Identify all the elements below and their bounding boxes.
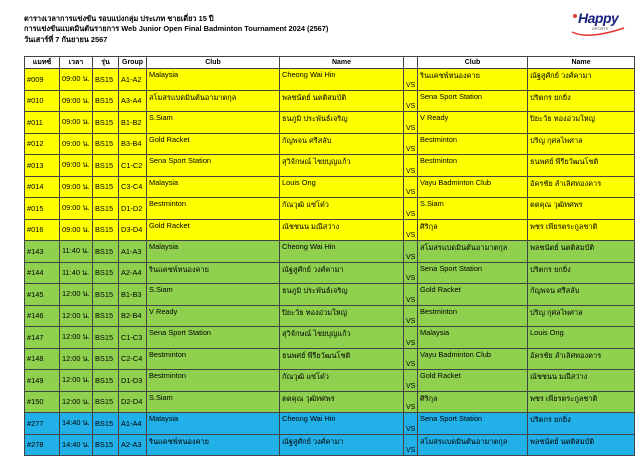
match-group-cell: D2-D4: [119, 391, 147, 413]
player-1-cell: กัญพจน ศรีสลับ: [280, 133, 404, 155]
club-2-cell: ศิริกุล: [418, 391, 528, 413]
match-class-cell: BS15: [93, 370, 119, 392]
match-class-cell: BS15: [93, 348, 119, 370]
vs-label-cell: VS: [404, 305, 418, 327]
player-2-cell: พชร เพียรตระกูลชาติ: [528, 391, 635, 413]
match-time-cell: 12:00 น.: [60, 327, 93, 349]
club-2-cell: รินแคชพ์หนองคาย: [418, 69, 528, 91]
match-time-cell: 09:00 น.: [60, 69, 93, 91]
player-2-cell: ปริตกร ยกยิ่ง: [528, 413, 635, 435]
match-schedule-table: [24, 56, 635, 456]
match-number-cell: #015: [25, 198, 60, 220]
player-1-cell: ตตคุณ วุฒิทศพร: [280, 391, 404, 413]
logo-subtext: SPORTS: [592, 26, 609, 31]
player-1-cell: ธนภูมิ ประพันธ์เจริญ: [280, 284, 404, 306]
club-1-cell: Malaysia: [147, 176, 280, 198]
player-1-cell: ธนภูมิ ประพันธ์เจริญ: [280, 112, 404, 134]
match-group-cell: C1-C2: [119, 155, 147, 177]
match-group-cell: B3-B4: [119, 133, 147, 155]
match-time-cell: 09:00 น.: [60, 155, 93, 177]
vs-label-cell: VS: [404, 413, 418, 435]
col-time-header: เวลา: [60, 57, 93, 69]
table-row: [25, 112, 635, 134]
player-1-cell: สุวิจักษณ์ ไชยบุญแก้ว: [280, 327, 404, 349]
club-2-cell: Vayu Badminton Club: [418, 176, 528, 198]
match-class-cell: BS15: [93, 155, 119, 177]
vs-label-cell: VS: [404, 155, 418, 177]
match-time-cell: 14:40 น.: [60, 413, 93, 435]
player-2-cell: ปริตกร ยกยิ่ง: [528, 262, 635, 284]
match-group-cell: C2-C4: [119, 348, 147, 370]
match-time-cell: 11:40 น.: [60, 241, 93, 263]
vs-label-cell: VS: [404, 176, 418, 198]
player-1-cell: ปิยะวัธ ทองอ่วมใหญ่: [280, 305, 404, 327]
table-row: [25, 327, 635, 349]
schedule-title: ตารางเวลาการแข่งขัน รอบแบ่งกลุ่ม ประเภท ชายเดี่ยว 15 ปี: [24, 14, 214, 23]
table-row: [25, 262, 635, 284]
match-number-cell: #150: [25, 391, 60, 413]
club-1-cell: S.Siam: [147, 391, 280, 413]
player-1-cell: ณัชชนน มณีสว่าง: [280, 219, 404, 241]
match-time-cell: 12:00 น.: [60, 305, 93, 327]
club-1-cell: Gold Racket: [147, 133, 280, 155]
vs-label-cell: VS: [404, 69, 418, 91]
player-2-cell: กัญพจน ศรีสลับ: [528, 284, 635, 306]
match-class-cell: BS15: [93, 262, 119, 284]
vs-label-cell: VS: [404, 198, 418, 220]
match-group-cell: A1-A2: [119, 69, 147, 91]
tournament-title: การแข่งขันแบดมินตันรายการ Web Junior Open Final Badminton Tournament 2024 (2567): [24, 24, 329, 34]
player-2-cell: ปริญ กุศลไพศาล: [528, 305, 635, 327]
match-number-cell: #011: [25, 112, 60, 134]
club-1-cell: รินแคชพ์หนองคาย: [147, 262, 280, 284]
match-group-cell: C1-C3: [119, 327, 147, 349]
match-time-cell: 09:00 น.: [60, 90, 93, 112]
match-group-cell: A2-A4: [119, 262, 147, 284]
vs-label-cell: VS: [404, 90, 418, 112]
match-number-cell: #147: [25, 327, 60, 349]
happy-sports-logo: [568, 10, 628, 40]
match-class-cell: BS15: [93, 305, 119, 327]
vs-label-cell: VS: [404, 391, 418, 413]
table-body: [25, 69, 635, 456]
player-1-cell: Cheong Wai Hin: [280, 241, 404, 263]
match-class-cell: BS15: [93, 284, 119, 306]
club-2-cell: Gold Racket: [418, 284, 528, 306]
vs-label-cell: VS: [404, 219, 418, 241]
player-1-cell: ณัฐสูศักย์ วงศ์คามา: [280, 262, 404, 284]
match-class-cell: BS15: [93, 69, 119, 91]
table-row: [25, 198, 635, 220]
table-row: [25, 69, 635, 91]
match-group-cell: D1-D2: [119, 198, 147, 220]
club-2-cell: Bestminton: [418, 155, 528, 177]
table-row: [25, 413, 635, 435]
match-group-cell: D1-D3: [119, 370, 147, 392]
vs-label-cell: VS: [404, 112, 418, 134]
match-class-cell: BS15: [93, 90, 119, 112]
club-1-cell: S.Siam: [147, 284, 280, 306]
player-1-cell: Cheong Wai Hin: [280, 69, 404, 91]
match-time-cell: 12:00 น.: [60, 348, 93, 370]
club-1-cell: Malaysia: [147, 241, 280, 263]
match-class-cell: BS15: [93, 112, 119, 134]
match-class-cell: BS15: [93, 391, 119, 413]
vs-label-cell: VS: [404, 434, 418, 456]
vs-label-cell: VS: [404, 262, 418, 284]
table-row: [25, 219, 635, 241]
club-1-cell: Bestminton: [147, 198, 280, 220]
match-group-cell: D3-D4: [119, 219, 147, 241]
match-group-cell: B1-B3: [119, 284, 147, 306]
club-2-cell: สโมสรแบดมินตันอามาตกุล: [418, 434, 528, 456]
schedule-date: วันเสาร์ที่ 7 กันยายน 2567: [24, 34, 108, 44]
match-number-cell: #012: [25, 133, 60, 155]
table-row: [25, 133, 635, 155]
match-number-cell: #278: [25, 434, 60, 456]
table-row: [25, 176, 635, 198]
table-row: [25, 434, 635, 456]
col-class-header: รุ่น: [93, 57, 119, 69]
match-group-cell: B1-B2: [119, 112, 147, 134]
player-1-cell: Cheong Wai Hin: [280, 413, 404, 435]
club-1-cell: Sena Sport Station: [147, 155, 280, 177]
player-2-cell: พลชนัตย์ นตติสมบัติ: [528, 241, 635, 263]
table-row: [25, 391, 635, 413]
club-2-cell: Sena Sport Station: [418, 413, 528, 435]
col-name-2-header: Name: [528, 57, 635, 69]
col-club-1-header: Club: [147, 57, 280, 69]
club-2-cell: สโมสรแบดมินตันอามาตกุล: [418, 241, 528, 263]
club-2-cell: Bestminton: [418, 133, 528, 155]
match-class-cell: BS15: [93, 219, 119, 241]
club-2-cell: S.Siam: [418, 198, 528, 220]
match-time-cell: 12:00 น.: [60, 284, 93, 306]
match-number-cell: #148: [25, 348, 60, 370]
player-1-cell: Louis Ong: [280, 176, 404, 198]
table-row: [25, 155, 635, 177]
club-1-cell: V Ready: [147, 305, 280, 327]
player-1-cell: ณัฐสูศักย์ วงศ์คามา: [280, 434, 404, 456]
match-number-cell: #010: [25, 90, 60, 112]
club-2-cell: Malaysia: [418, 327, 528, 349]
vs-label-cell: VS: [404, 370, 418, 392]
club-2-cell: V Ready: [418, 112, 528, 134]
match-time-cell: 09:00 น.: [60, 198, 93, 220]
player-1-cell: กัณวุฒิ แซ่โต๋ว: [280, 370, 404, 392]
vs-label-cell: VS: [404, 284, 418, 306]
match-group-cell: C3-C4: [119, 176, 147, 198]
match-time-cell: 09:00 น.: [60, 219, 93, 241]
club-1-cell: S.Siam: [147, 112, 280, 134]
match-time-cell: 14:40 น.: [60, 434, 93, 456]
table-row: [25, 90, 635, 112]
club-1-cell: สโมสรแบดมินตันอามาตกุล: [147, 90, 280, 112]
col-name-1-header: Name: [280, 57, 404, 69]
match-time-cell: 12:00 น.: [60, 391, 93, 413]
table-row: [25, 370, 635, 392]
club-2-cell: Sena Sport Station: [418, 90, 528, 112]
match-group-cell: A3-A4: [119, 90, 147, 112]
match-class-cell: BS15: [93, 434, 119, 456]
player-2-cell: ปริตกร ยกยิ่ง: [528, 90, 635, 112]
club-1-cell: Bestminton: [147, 348, 280, 370]
club-1-cell: Malaysia: [147, 69, 280, 91]
vs-label-cell: VS: [404, 327, 418, 349]
vs-label-cell: VS: [404, 133, 418, 155]
match-class-cell: BS15: [93, 241, 119, 263]
match-class-cell: BS15: [93, 327, 119, 349]
club-2-cell: Vayu Badminton Club: [418, 348, 528, 370]
match-time-cell: 09:00 น.: [60, 112, 93, 134]
club-1-cell: Bestminton: [147, 370, 280, 392]
player-1-cell: ธนพศย์ พีรียวัฒนโชติ: [280, 348, 404, 370]
match-time-cell: 09:00 น.: [60, 176, 93, 198]
player-2-cell: ปิยะวัธ ทองอ่วมใหญ่: [528, 112, 635, 134]
player-1-cell: สุวิจักษณ์ ไชยบุญแก้ว: [280, 155, 404, 177]
col-vs-header: [404, 57, 418, 69]
player-2-cell: พชร เพียรตระกูลชาติ: [528, 219, 635, 241]
table-row: [25, 241, 635, 263]
table-row: [25, 305, 635, 327]
player-1-cell: กัณวุฒิ แซ่โต๋ว: [280, 198, 404, 220]
player-2-cell: ณัชชนน มณีสว่าง: [528, 370, 635, 392]
match-number-cell: #149: [25, 370, 60, 392]
vs-label-cell: VS: [404, 241, 418, 263]
club-2-cell: Sena Sport Station: [418, 262, 528, 284]
player-2-cell: ตตคุณ วุฒิทศพร: [528, 198, 635, 220]
table-row: [25, 348, 635, 370]
match-number-cell: #144: [25, 262, 60, 284]
player-2-cell: ธนพศย์ พีรียวัฒนโชติ: [528, 155, 635, 177]
player-1-cell: พลชนัตย์ นตติสมบัติ: [280, 90, 404, 112]
match-number-cell: #146: [25, 305, 60, 327]
match-group-cell: A1-A4: [119, 413, 147, 435]
player-2-cell: พลชนัตย์ นตติสมบัติ: [528, 434, 635, 456]
club-1-cell: Sena Sport Station: [147, 327, 280, 349]
match-number-cell: #009: [25, 69, 60, 91]
match-class-cell: BS15: [93, 198, 119, 220]
col-group-header: Group: [119, 57, 147, 69]
match-time-cell: 09:00 น.: [60, 133, 93, 155]
match-group-cell: A2-A3: [119, 434, 147, 456]
match-class-cell: BS15: [93, 176, 119, 198]
match-number-cell: #145: [25, 284, 60, 306]
club-1-cell: Malaysia: [147, 413, 280, 435]
club-1-cell: Gold Racket: [147, 219, 280, 241]
match-time-cell: 11:40 น.: [60, 262, 93, 284]
col-club-2-header: Club: [418, 57, 528, 69]
player-2-cell: อัครชัย ลำเลิศทองคาร: [528, 348, 635, 370]
club-1-cell: รินแคชพ์หนองคาย: [147, 434, 280, 456]
match-class-cell: BS15: [93, 133, 119, 155]
player-2-cell: ณัฐสูศักย์ วงศ์คามา: [528, 69, 635, 91]
player-2-cell: ปริญ กุศลไพศาล: [528, 133, 635, 155]
match-number-cell: #014: [25, 176, 60, 198]
player-2-cell: อัครชัย ลำเลิศทองคาร: [528, 176, 635, 198]
col-match-header: แมทซ์: [25, 57, 60, 69]
match-class-cell: BS15: [93, 413, 119, 435]
document-header: [24, 14, 624, 56]
match-number-cell: #013: [25, 155, 60, 177]
match-number-cell: #016: [25, 219, 60, 241]
match-group-cell: B2-B4: [119, 305, 147, 327]
vs-label-cell: VS: [404, 348, 418, 370]
club-2-cell: Bestminton: [418, 305, 528, 327]
logo-text: Happy: [578, 10, 619, 26]
table-header-row: [25, 57, 635, 69]
match-group-cell: A1-A3: [119, 241, 147, 263]
club-2-cell: ศิริกุล: [418, 219, 528, 241]
club-2-cell: Gold Racket: [418, 370, 528, 392]
match-number-cell: #277: [25, 413, 60, 435]
player-2-cell: Louis Ong: [528, 327, 635, 349]
match-time-cell: 12:00 น.: [60, 370, 93, 392]
match-number-cell: #143: [25, 241, 60, 263]
table-row: [25, 284, 635, 306]
